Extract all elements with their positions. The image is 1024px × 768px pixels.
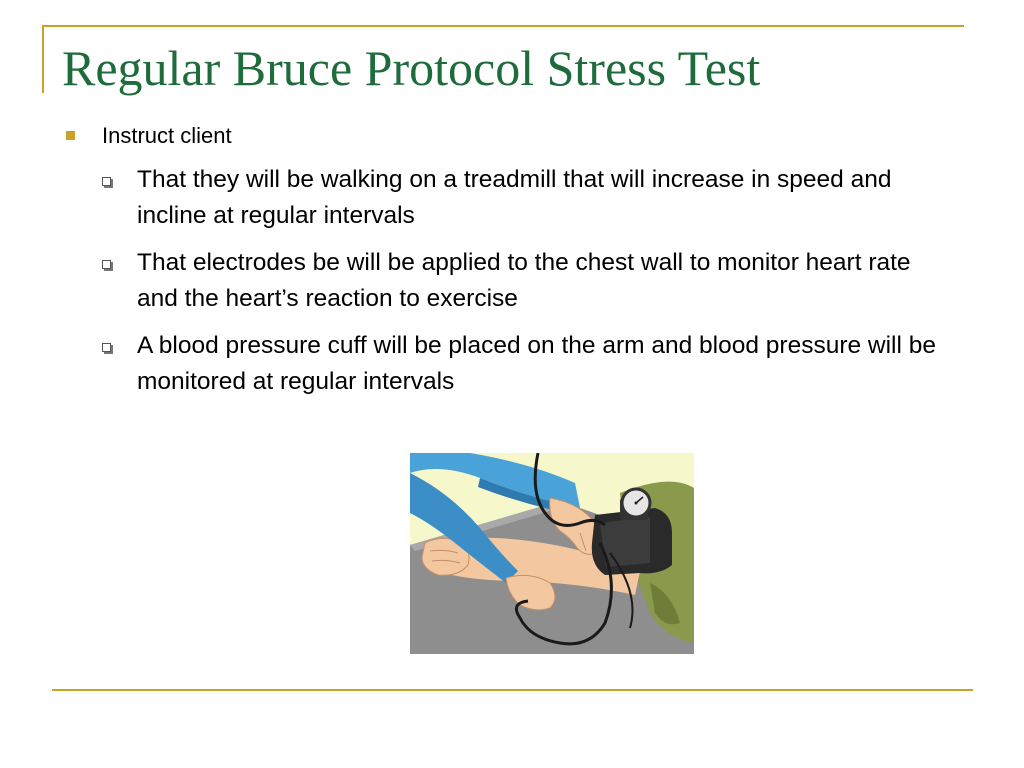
- checkbox-bullet-icon: [102, 177, 111, 186]
- bullet-instruct-client: Instruct client: [102, 123, 232, 148]
- sub-bullet-electrodes: That electrodes be will be applied to the chest wall to monitor heart rate and the heart’s reaction to exercise: [137, 249, 911, 312]
- checkbox-bullet-icon: [102, 343, 111, 352]
- title-frame-horizontal: [42, 25, 964, 27]
- sub-bullet-blood-pressure: A blood pressure cuff will be placed on the arm and blood pressure will be monitored at regular intervals: [137, 332, 936, 395]
- title-frame-vertical: [42, 25, 44, 93]
- sub-bullet-treadmill: That they will be walking on a treadmill that will increase in speed and incline at regular intervals: [137, 166, 892, 229]
- footer-rule: [52, 689, 973, 691]
- slide-title: Regular Bruce Protocol Stress Test: [62, 40, 761, 96]
- blood-pressure-measurement-illustration: [410, 453, 694, 654]
- checkbox-bullet-icon: [102, 260, 111, 269]
- square-bullet-icon: [66, 131, 75, 140]
